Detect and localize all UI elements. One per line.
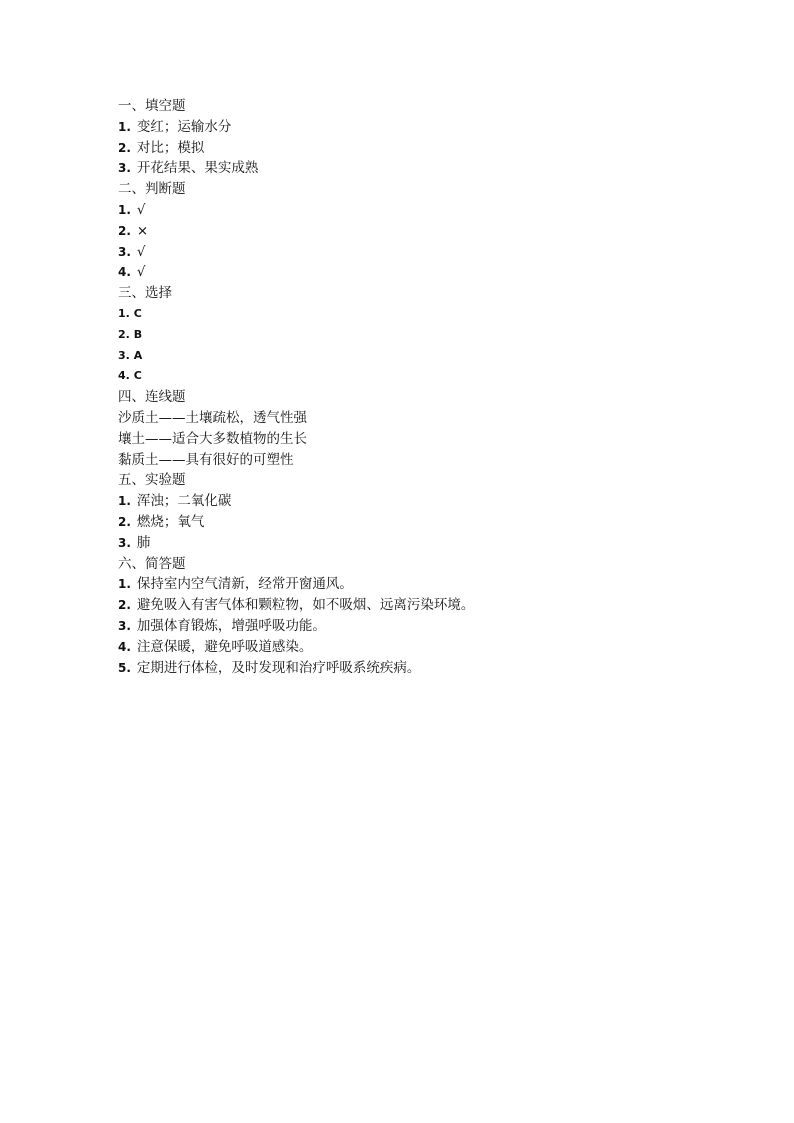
item-text: √ bbox=[136, 243, 146, 260]
item-number: 1. bbox=[118, 119, 131, 134]
item-number: 3. bbox=[118, 244, 131, 259]
item-number: 4. bbox=[118, 369, 130, 383]
matching-line: 黏质土——具有很好的可塑性 bbox=[118, 451, 294, 468]
item-text: C bbox=[133, 369, 142, 383]
item-text: 变红；运输水分 bbox=[136, 118, 232, 135]
answer-item bbox=[118, 200, 718, 221]
item-text: C bbox=[133, 306, 142, 320]
item-number: 1. bbox=[118, 577, 131, 592]
item-text: 保持室内空气清新，经常开窗通风。 bbox=[136, 576, 353, 593]
item-number: 2. bbox=[118, 514, 131, 529]
item-text: 燃烧；氧气 bbox=[136, 513, 205, 530]
answer-item bbox=[118, 138, 718, 159]
answer-item bbox=[118, 262, 718, 283]
answer-item bbox=[118, 117, 718, 138]
answer-item bbox=[118, 658, 718, 679]
item-text: 避免吸入有害气体和颗粒物，如不吸烟、远离污染环境。 bbox=[136, 597, 475, 614]
answer-item bbox=[118, 512, 718, 533]
answer-item bbox=[118, 637, 718, 658]
answer-item bbox=[118, 491, 718, 512]
answer-item bbox=[118, 574, 718, 595]
answer-item bbox=[118, 221, 718, 242]
answer-item bbox=[118, 158, 718, 179]
item-text: B bbox=[133, 327, 143, 341]
section-heading-true-false: 二、判断题 bbox=[118, 181, 186, 198]
item-text: √ bbox=[136, 264, 146, 281]
item-number: 3. bbox=[118, 348, 130, 362]
answer-item bbox=[118, 533, 718, 554]
answer-item bbox=[118, 242, 718, 263]
answer-item bbox=[118, 304, 718, 325]
item-text: A bbox=[133, 348, 143, 362]
item-number: 5. bbox=[118, 660, 131, 675]
section-heading-matching: 四、连线题 bbox=[118, 389, 186, 406]
item-number: 3. bbox=[118, 535, 131, 550]
section-heading-experiment: 五、实验题 bbox=[118, 472, 186, 489]
item-text: 对比；模拟 bbox=[136, 139, 205, 156]
matching-line: 壤土——适合大多数植物的生长 bbox=[118, 430, 307, 447]
answer-item bbox=[118, 366, 718, 387]
item-number: 2. bbox=[118, 223, 131, 238]
item-number: 3. bbox=[118, 161, 131, 176]
item-number: 4. bbox=[118, 265, 131, 280]
item-number: 4. bbox=[118, 639, 131, 654]
item-text: × bbox=[136, 222, 149, 239]
item-text: 开花结果、果实成熟 bbox=[136, 160, 259, 177]
answer-item bbox=[118, 616, 718, 637]
section-heading-fill-blank: 一、填空题 bbox=[118, 98, 186, 114]
item-number: 1. bbox=[118, 202, 131, 217]
item-number: 2. bbox=[118, 598, 131, 613]
item-text: 加强体育锻炼，增强呼吸功能。 bbox=[136, 617, 326, 634]
item-text: 定期进行体检，及时发现和治疗呼吸系统疾病。 bbox=[136, 659, 421, 676]
item-text: 肺 bbox=[136, 534, 151, 551]
item-number: 3. bbox=[118, 618, 131, 633]
item-text: √ bbox=[136, 201, 146, 218]
item-number: 2. bbox=[118, 327, 130, 341]
section-heading-multiple-choice: 三、选择 bbox=[118, 285, 172, 302]
answer-key bbox=[118, 96, 718, 678]
item-text: 浑浊；二氧化碳 bbox=[136, 493, 232, 510]
answer-item bbox=[118, 346, 718, 367]
item-number: 2. bbox=[118, 140, 131, 155]
matching-line: 沙质土——土壤疏松，透气性强 bbox=[118, 409, 307, 426]
answer-item bbox=[118, 595, 718, 616]
item-number: 1. bbox=[118, 494, 131, 509]
section-heading-short-answer: 六、简答题 bbox=[118, 555, 186, 572]
item-number: 1. bbox=[118, 306, 130, 320]
item-text: 注意保暖，避免呼吸道感染。 bbox=[136, 638, 313, 655]
answer-item bbox=[118, 325, 718, 346]
